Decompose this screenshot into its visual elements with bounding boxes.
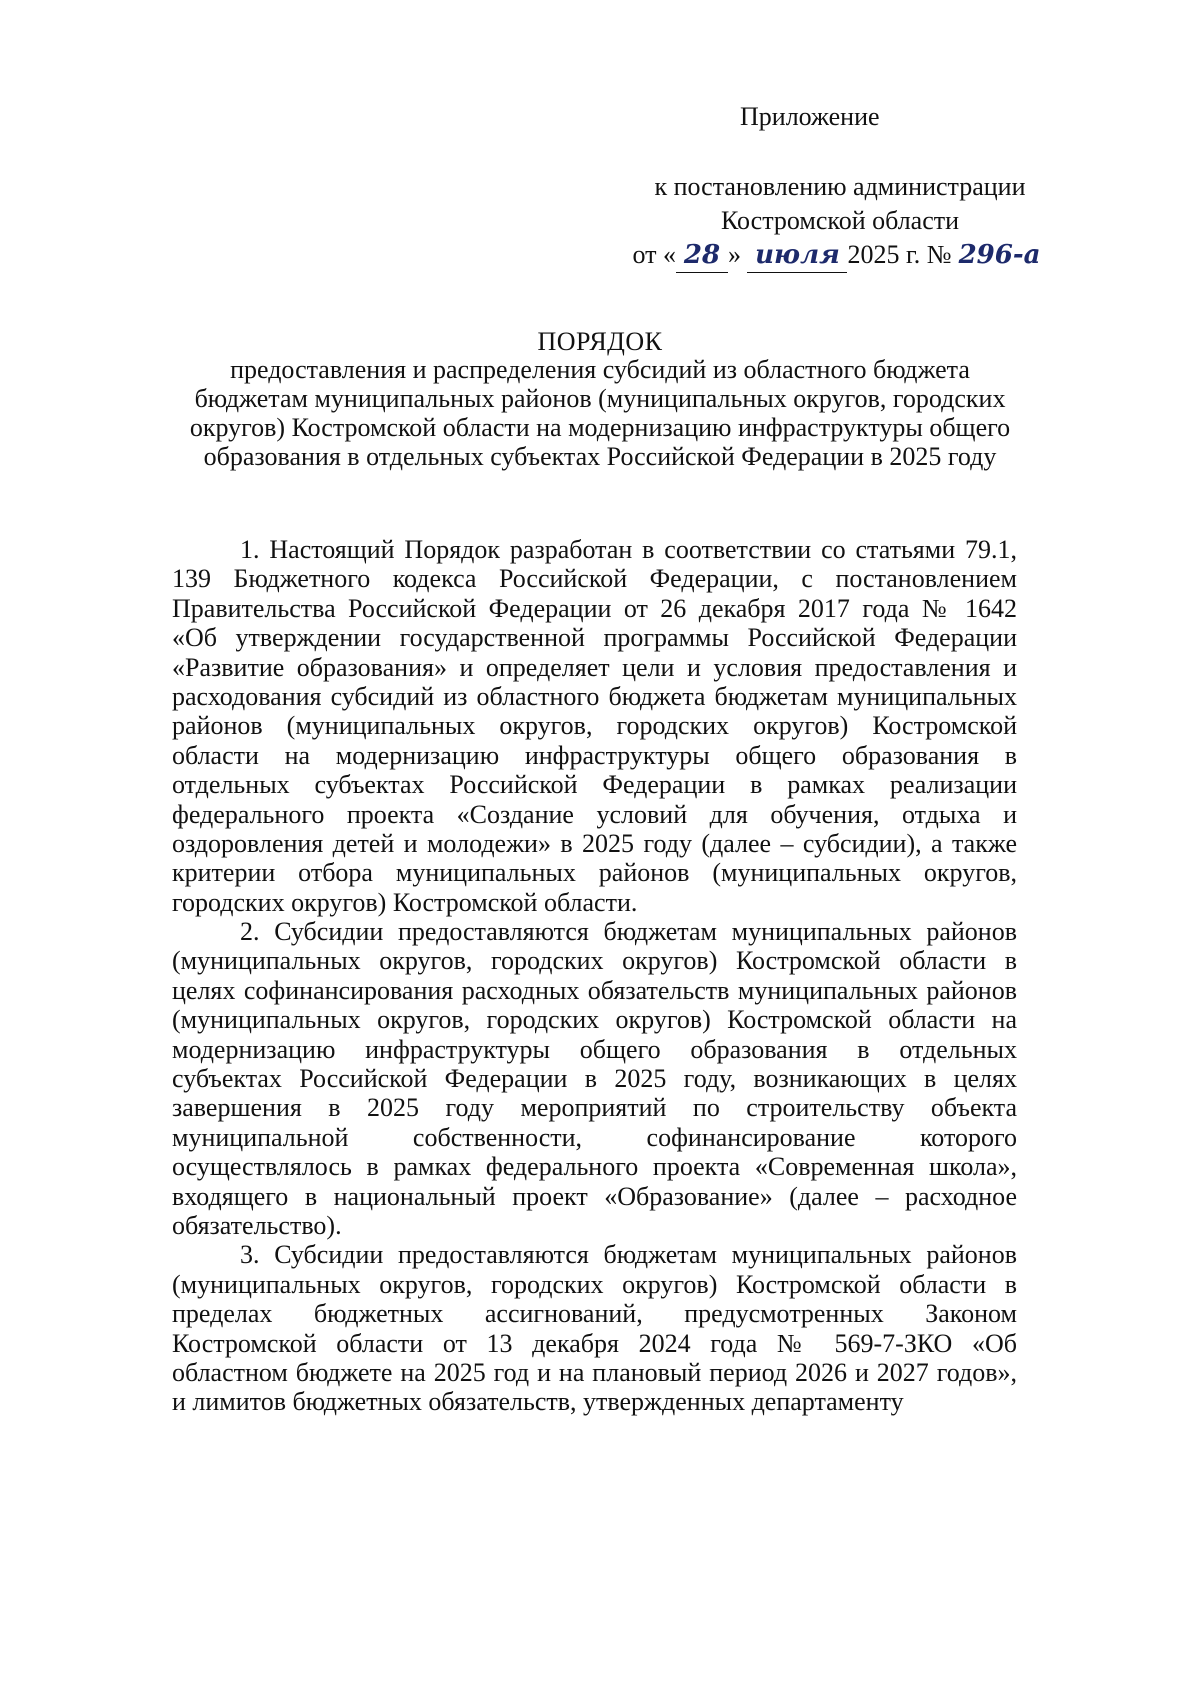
paragraph-line: областном бюджете на 2025 год и на плановый период 2026 и 2027 годов», [172,1357,1017,1387]
document-body [172,535,1017,1417]
paragraph-line: федерального проекта «Создание условий для обучения, отдыха и [172,799,1017,829]
paragraph-line: (муниципальных округов, городских округов) Костромской области в [172,946,1017,976]
handwritten-month: июля [747,238,847,273]
date-mid: » [727,240,741,269]
paragraph-line: завершения в 2025 году мероприятий по строительству объекта [172,1093,1017,1123]
paragraph-line: (муниципальных округов, городских округов) Костромской области на [172,1005,1017,1035]
decree-line-2: Костромской области [720,206,960,235]
paragraph-line: 1. Настоящий Порядок разработан в соответствии со статьями 79.1, [240,535,1017,564]
paragraph-line: городских округов) Костромской области. [172,887,638,917]
appendix-label: Приложение [740,102,880,131]
subtitle-line: бюджетам муниципальных районов (муниципальных округов, городских [194,384,1006,413]
decree-reference [560,170,1120,273]
paragraph-line: целях софинансирования расходных обязательств муниципальных районов [172,975,1017,1005]
handwritten-number: 296-а [958,240,1041,270]
paragraph-line: субъектах Российской Федерации в 2025 году, возникающих в целях [172,1064,1017,1094]
paragraph-1 [172,535,1017,917]
paragraph-line: пределах бюджетных ассигнований, предусмотренных Законом [172,1299,1017,1329]
subtitle-line: предоставления и распределения субсидий из областного бюджета [230,355,970,384]
paragraph-line: отдельных субъектах Российской Федерации в рамках реализации [172,770,1017,800]
paragraph-line: 2. Субсидии предоставляются бюджетам муниципальных районов [240,917,1017,947]
paragraph-line: расходования субсидий из областного бюджета бюджетам муниципальных [172,681,1017,711]
paragraph-line: области на модернизацию инфраструктуры общего образования в [172,740,1017,770]
document-heading: ПОРЯДОК [537,327,663,356]
document-subtitle [100,355,1100,471]
paragraph-line: критерии отбора муниципальных районов (муниципальных округов, [172,858,1017,888]
subtitle-line: округов) Костромской области на модернизацию инфраструктуры общего [189,413,1011,442]
paragraph-line: «Об утверждении государственной программы Российской Федерации [172,623,1017,653]
decree-date-line [560,238,1120,273]
decree-line-1: к постановлению администрации [654,172,1026,201]
paragraph-line: (муниципальных округов, городских округов) Костромской области в [172,1269,1017,1299]
paragraph-2 [172,917,1017,1240]
paragraph-line: «Развитие образования» и определяет цели и условия предоставления и [172,652,1017,682]
paragraph-line: Правительства Российской Федерации от 26 декабря 2017 года № 1642 [172,593,1017,623]
paragraph-line: обязательство). [172,1210,342,1240]
handwritten-day: 28 [676,238,728,273]
paragraph-line: входящего в национальный проект «Образование» (далее – расходное [172,1181,1017,1211]
paragraph-line: оздоровления детей и молодежи» в 2025 году (далее – субсидии), а также [172,828,1017,858]
subtitle-line: образования в отдельных субъектах Российской Федерации в 2025 году [203,442,997,471]
paragraph-line: Костромской области от 13 декабря 2024 года № 569-7-ЗКО «Об [172,1328,1017,1358]
paragraph-line: 139 Бюджетного кодекса Российской Федерации, с постановлением [172,564,1017,594]
paragraph-line: 3. Субсидии предоставляются бюджетам муниципальных районов [240,1240,1017,1270]
date-year: 2025 г. № [847,240,952,269]
paragraph-line: осуществлялось в рамках федерального проекта «Современная школа», [172,1152,1017,1182]
paragraph-line: муниципальной собственности, софинансирование которого [172,1122,1017,1152]
paragraph-line: и лимитов бюджетных обязательств, утвержденных департаменту [172,1387,904,1417]
paragraph-line: модернизацию инфраструктуры общего образования в отдельных [172,1034,1017,1064]
paragraph-3 [172,1240,1017,1416]
paragraph-line: районов (муниципальных округов, городских округов) Костромской [172,711,1017,741]
date-prefix: от « [632,240,676,269]
